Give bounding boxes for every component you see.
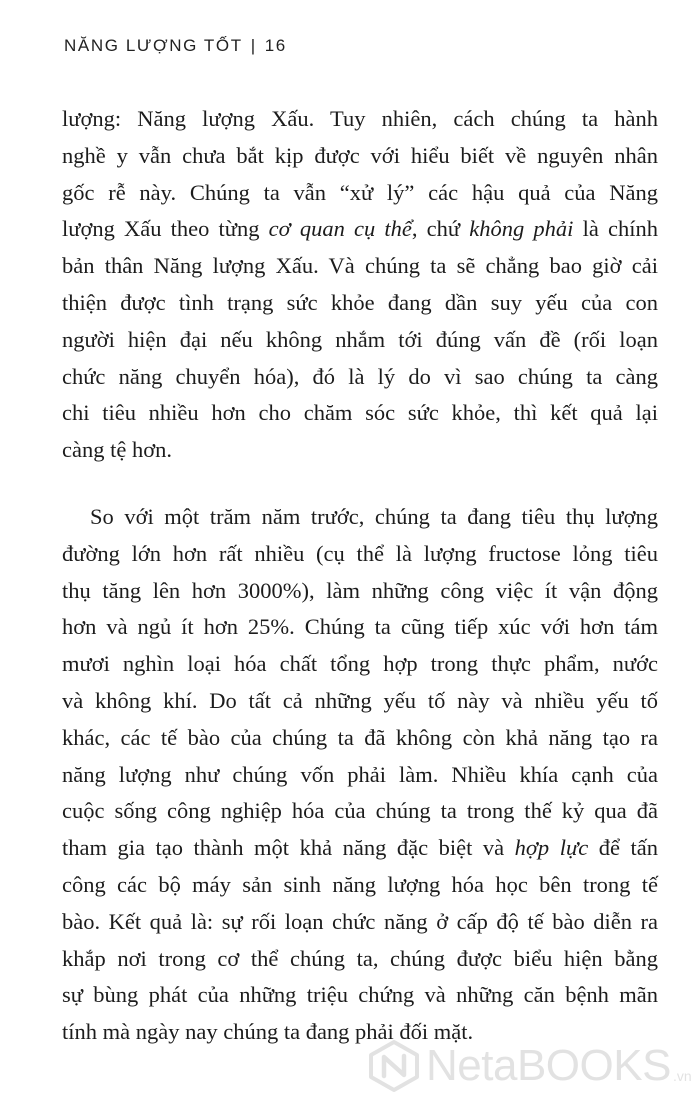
- watermark-name: NetaBOOKS: [426, 1041, 671, 1090]
- header-separator: |: [250, 36, 257, 55]
- book-title: NĂNG LƯỢNG TỐT: [64, 36, 243, 55]
- text-line-with-emphasis: [62, 211, 658, 248]
- emphasis-not: không phải: [469, 216, 574, 242]
- text-line: So với một trăm năm trước, chúng ta đang tiêu thụ lượng: [90, 503, 658, 529]
- text-line: mươi nghìn loại hóa chất tổng hợp trong thực phẩm, nước: [62, 651, 658, 677]
- text-run: là chính: [573, 216, 658, 242]
- text-line: thụ tăng lên hơn 3000%), làm những công việc ít vận động: [62, 577, 658, 603]
- text-line: bản thân Năng lượng Xấu. Và chúng ta sẽ chẳng bao giờ cải: [62, 253, 658, 279]
- netabooks-watermark: [368, 1040, 692, 1092]
- running-header: [64, 36, 287, 56]
- text-line: năng lượng như chúng vốn phải làm. Nhiều khía cạnh của: [62, 761, 658, 787]
- text-line: nghề y vẫn chưa bắt kịp được với hiểu biết về nguyên nhân: [62, 142, 658, 168]
- text-line: gốc rễ này. Chúng ta vẫn “xử lý” các hậu quả của Năng: [62, 179, 658, 205]
- text-run: lượng Xấu theo từng: [62, 216, 269, 242]
- text-line: hơn và ngủ ít hơn 25%. Chúng ta cũng tiếp xúc với hơn tám: [62, 614, 658, 640]
- text-line: cuộc sống công nghiệp hóa của chúng ta trong thế kỷ qua đã: [62, 798, 658, 824]
- text-line: chức năng chuyển hóa), đó là lý do vì sao chúng ta càng: [62, 363, 658, 389]
- text-line: tính mà ngày nay chúng ta đang phải đối mặt.: [62, 1019, 474, 1045]
- body-text: [62, 101, 658, 1051]
- text-line: thiện được tình trạng sức khỏe đang dần suy yếu của con: [62, 289, 658, 315]
- text-line: đường lớn hơn rất nhiều (cụ thể là lượng fructose lỏng tiêu: [62, 540, 658, 566]
- page-number: 16: [264, 36, 287, 55]
- text-line: lượng: Năng lượng Xấu. Tuy nhiên, cách chúng ta hành: [62, 106, 658, 131]
- paragraph-2: [62, 499, 658, 1051]
- text-line: càng tệ hơn.: [62, 437, 172, 463]
- text-line: chi tiêu nhiều hơn cho chăm sóc sức khỏe, thì kết quả lại: [62, 400, 658, 426]
- watermark-tld: .vn: [672, 1068, 692, 1084]
- text-line: sự bùng phát của những triệu chứng và những căn bệnh mãn: [62, 982, 658, 1008]
- text-line: người hiện đại nếu không nhắm tới đúng vấn đề (rối loạn: [62, 326, 658, 352]
- text-run: , chứ: [411, 216, 470, 242]
- text-run: để tấn: [588, 835, 658, 861]
- text-line-with-emphasis: [62, 830, 658, 867]
- emphasis-synergy: hợp lực: [514, 835, 589, 861]
- text-line: và không khí. Do tất cả những yếu tố này và nhiều yếu tố: [62, 687, 658, 713]
- emphasis-organ: cơ quan cụ thể: [268, 216, 412, 242]
- text-line: công các bộ máy sản sinh năng lượng hóa học bên trong tế: [62, 871, 658, 897]
- text-run: tham gia tạo thành một khả năng đặc biệt và: [62, 835, 515, 861]
- paragraph-1: [62, 101, 658, 469]
- text-line: khắp nơi trong cơ thể chúng ta, chúng được biểu hiện bằng: [62, 945, 658, 971]
- netabooks-logo-icon: [368, 1040, 420, 1092]
- text-line: bào. Kết quả là: sự rối loạn chức năng ở cấp độ tế bào diễn ra: [62, 908, 658, 934]
- text-line: khác, các tế bào của chúng ta đã không còn khả năng tạo ra: [62, 724, 658, 750]
